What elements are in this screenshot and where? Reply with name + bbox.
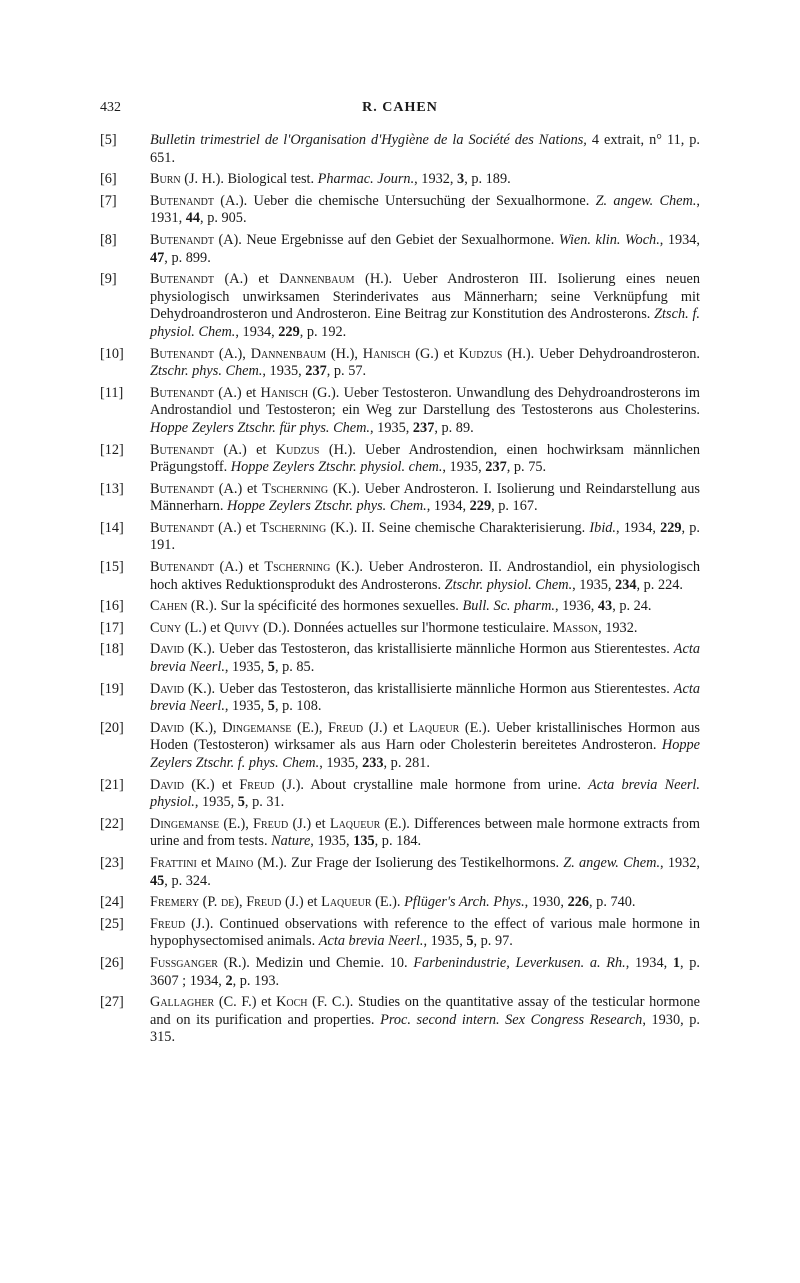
reference-text: , 1936, [555, 598, 598, 615]
reference-text: , 1932, [660, 854, 700, 871]
reference-number: [23] [100, 854, 124, 871]
author-name: Butenandt [150, 519, 214, 536]
reference-text: (D.). Données actuelles sur l'hormone testiculaire. [259, 619, 553, 636]
journal-title: Bulletin trimestriel de l'Organisation d'Hygiène de la Société des Nations, [150, 132, 587, 148]
reference-number: [16] [100, 598, 124, 615]
reference-text: , 1935, [262, 363, 306, 380]
journal-title: Pflüger's Arch. Phys. [404, 894, 525, 911]
reference-text: , 1935, [319, 755, 363, 771]
author-name: Cuny [150, 619, 182, 636]
reference-number: [7] [100, 192, 117, 209]
reference-text: (A.) et [213, 519, 261, 536]
journal-title: Acta brevia Neerl. [150, 641, 700, 676]
author-name: Dingemanse [150, 815, 220, 832]
author-name: Butenandt [150, 441, 214, 458]
author-name: Butenandt [150, 231, 214, 248]
reference-text: , p. 191. [150, 519, 701, 554]
reference-number: [19] [100, 680, 124, 697]
reference-text: (C. F.) et [214, 994, 277, 1011]
volume-number: 229 [469, 498, 492, 515]
reference-text: (P. [199, 894, 221, 911]
author-name: Freud [246, 894, 282, 911]
reference-number: [6] [100, 171, 117, 188]
reference-text: (J.). Continued observations with reference to the effect of various male hormone in hypophysectomised animals. [150, 915, 700, 950]
journal-title: Hoppe Zeylers Ztschr. f. phys. Chem. [150, 737, 700, 771]
reference-text: (G.) et [410, 345, 459, 362]
reference-text: 4 extrait, n° 11, p. 651. [150, 132, 701, 166]
volume-number: 229 [278, 323, 300, 340]
author-name: Masson [552, 619, 599, 636]
volume-number: 1 [672, 954, 681, 971]
reference-entry [100, 994, 700, 1047]
reference-text: , p. 184. [374, 833, 422, 850]
volume-number: 237 [412, 419, 435, 436]
reference-text: (A.) et [213, 480, 263, 497]
author-name: David [150, 776, 185, 793]
journal-title: Ibid. [589, 519, 617, 536]
author-name: Laqueur [321, 894, 372, 911]
author-name: Freud [327, 719, 364, 736]
author-name: Dannenbaum [279, 271, 355, 288]
reference-text: , p. 108. [274, 698, 322, 715]
reference-text: (J.). About crystalline male hormone from urine. [274, 776, 589, 793]
reference-entry [100, 598, 700, 616]
reference-text: , 1934, [426, 498, 470, 515]
reference-text: , 1934, [625, 954, 673, 971]
journal-title: Ztschr. phys. Chem. [150, 363, 263, 380]
author-name: Tscherning [262, 480, 329, 497]
reference-text: , 1935, [370, 419, 413, 436]
reference-number: [15] [100, 559, 124, 576]
journal-title: Hoppe Zeylers Ztschr. physiol. chem. [230, 459, 443, 476]
author-name: Kudzus [275, 441, 320, 458]
reference-text: , p. 324. [164, 872, 211, 889]
reference-text: (K.) et [184, 776, 240, 793]
reference-entry [100, 193, 700, 228]
reference-text: (R.). Sur la spécificité des hormones sexuelles. [187, 598, 463, 615]
reference-number: [9] [100, 271, 117, 288]
reference-text: (E.). Differences between male hormone extracts from urine and from tests. [150, 815, 700, 850]
reference-entry [100, 132, 700, 167]
journal-title: Proc. second intern. Sex Congress Research [380, 1011, 643, 1028]
author-name: David [150, 680, 185, 697]
journal-title: Farbenindustrie, Leverkusen. a. Rh. [413, 954, 626, 971]
reference-text: (L.) et [181, 619, 225, 636]
reference-text: , 1930, p. 315. [150, 1011, 700, 1046]
author-name: Laqueur [329, 815, 381, 832]
author-name: Hanisch [362, 345, 411, 362]
reference-text: (H.), [326, 345, 363, 362]
volume-number: 229 [660, 519, 682, 536]
volume-number: 3 [457, 171, 465, 188]
reference-text: (J. H.). Biological test. [180, 171, 318, 188]
reference-number: [20] [100, 719, 124, 736]
journal-title: Acta brevia Neerl. physiol. [150, 776, 700, 811]
reference-text: , p. 905. [200, 210, 247, 227]
page-number: 432 [100, 100, 121, 115]
reference-text: , 1935, [572, 576, 616, 593]
author-name: Tscherning [260, 519, 327, 536]
reference-text: (K.). Ueber Androsteron. I. Isolierung und Reindarstellung aus Männerharn. [150, 480, 700, 515]
author-name: Dingemanse [222, 719, 292, 736]
volume-number: 5 [237, 794, 245, 811]
reference-number: [17] [100, 619, 124, 636]
volume-number: 2 [225, 972, 233, 989]
journal-title: Nature [271, 833, 311, 850]
author-name: Frattini [150, 854, 197, 871]
running-head-author: R. CAHEN [362, 100, 438, 115]
reference-text: , p. 75. [506, 459, 547, 476]
reference-text: (J.) et [363, 719, 409, 736]
reference-text: (J.) et [288, 815, 330, 832]
reference-text: (A.), [213, 345, 251, 362]
reference-text: (A.). Ueber die chemische Untersuchüng der Sexualhormone. [213, 192, 596, 209]
journal-title: Z. angew. Chem. [595, 192, 697, 209]
reference-entry [100, 641, 700, 676]
reference-number: [22] [100, 815, 124, 832]
reference-text: (A). Neue Ergebnisse auf den Gebiet der Sexualhormone. [213, 231, 559, 248]
reference-text: (K.), [184, 719, 223, 736]
author-name: Butenandt [150, 480, 214, 497]
reference-entry [100, 346, 700, 381]
volume-number: 226 [567, 894, 590, 911]
author-name: David [150, 641, 185, 658]
journal-title: Ztschr. physiol. Chem. [444, 576, 573, 593]
author-name: de [220, 894, 235, 911]
author-name: Butenandt [150, 192, 214, 209]
author-name: Koch [276, 994, 308, 1011]
author-name: Freud [239, 776, 275, 793]
reference-text: , 1934, [659, 231, 700, 248]
reference-text: , 1935, [310, 833, 354, 850]
author-name: Fussganger [150, 954, 218, 971]
reference-entry [100, 481, 700, 516]
reference-text: (A.) et [213, 271, 280, 288]
reference-entry [100, 955, 700, 990]
reference-text: , 1935, [194, 794, 238, 811]
journal-title: Wien. klin. Woch. [558, 231, 660, 248]
author-name: Burn [150, 171, 181, 188]
reference-text: (E.). [371, 894, 405, 911]
journal-title: Hoppe Zeylers Ztschr. für phys. Chem. [150, 419, 371, 436]
volume-number: 237 [305, 363, 327, 380]
volume-number: 43 [597, 598, 613, 615]
volume-number: 237 [485, 459, 507, 476]
volume-number: 233 [362, 755, 384, 771]
reference-text: (E.), [219, 815, 254, 832]
author-name: Freud [150, 915, 186, 932]
reference-text: (K.). Ueber Androsteron. II. Androstandiol, ein physiologisch hoch aktives Reduktionsprodukt des Androsterons. [150, 559, 700, 593]
volume-number: 45 [150, 872, 165, 889]
reference-text: (E.), [291, 719, 328, 736]
author-name: Butenandt [150, 345, 214, 362]
reference-text: , p. 192. [299, 323, 347, 340]
author-name: Hanisch [260, 384, 309, 401]
volume-number: 44 [185, 210, 201, 227]
reference-text: , p. 281. [383, 755, 430, 771]
volume-number: 47 [150, 249, 165, 266]
volume-number: 5 [267, 659, 275, 676]
author-name: Cahen [150, 598, 188, 615]
reference-text: , 1930, [524, 894, 568, 911]
reference-text: (H.). Ueber Androsteron III. Isolierung eines neuen physiologisch unwirksamen Sterinderivates aus Männerharn; seine Verknüpfung mit Dehydroandrosteron und Androsteron. Eine Beitrag zur Konstitution des Androsterons. [150, 271, 700, 323]
volume-number: 5 [466, 933, 474, 950]
reference-text: (A.) et [213, 559, 265, 576]
reference-entry [100, 385, 700, 438]
reference-entry [100, 816, 700, 851]
reference-entry [100, 894, 700, 912]
reference-entry [100, 171, 700, 189]
author-name: Fremery [150, 894, 200, 911]
reference-number: [18] [100, 641, 124, 658]
reference-text: (R.). Medizin und Chemie. 10. [217, 954, 414, 971]
volume-number: 234 [615, 576, 637, 593]
reference-number: [5] [100, 132, 117, 148]
reference-text: (H.). Ueber Dehydroandrosteron. [502, 345, 700, 362]
reference-text: , p. 57. [326, 363, 367, 380]
reference-entry [100, 916, 700, 951]
reference-number: [10] [100, 345, 124, 362]
reference-text: ), [234, 894, 247, 911]
journal-title: Ztsch. f. physiol. Chem. [150, 306, 700, 340]
author-name: Dannenbaum [250, 345, 327, 362]
journal-title: Bull. Sc. pharm. [462, 598, 555, 615]
author-name: Maino [215, 854, 254, 871]
reference-text: , 1932. [598, 619, 638, 636]
reference-number: [25] [100, 915, 124, 932]
reference-text: , 1935, [224, 698, 268, 715]
reference-number: [21] [100, 776, 124, 793]
reference-text: , p. 31. [244, 794, 285, 811]
journal-title: Z. angew. Chem. [563, 854, 661, 871]
reference-text: (E.). Ueber kristallinisches Hormon aus Hoden (Testosteron) wirksamer als aus Harn oder Cholesterin bereitetes Androsteron. [150, 719, 700, 754]
reference-text: , p. 167. [491, 498, 538, 515]
reference-text: (H.). Ueber Androstendion, einen hochwirksam männlichen Prägungstoff. [150, 441, 700, 476]
author-name: David [150, 719, 185, 736]
reference-text: , p. 740. [589, 894, 636, 911]
journal-title: Pharmac. Journ. [317, 171, 415, 188]
reference-text: , p. 899. [164, 249, 211, 266]
reference-number: [24] [100, 894, 124, 911]
journal-title: Acta brevia Neerl. [318, 933, 424, 950]
volume-number: 5 [267, 698, 275, 715]
reference-text: , p. 89. [434, 419, 474, 436]
reference-text: (K.). Ueber das Testosteron, das kristallisierte männliche Hormon aus Stierentestes. [184, 680, 674, 697]
reference-text: (M.). Zur Frage der Isolierung des Testikelhormons. [253, 854, 564, 871]
reference-text: , 1931, [150, 192, 700, 227]
reference-number: [27] [100, 994, 124, 1011]
reference-entry [100, 232, 700, 267]
author-name: Quivy [224, 619, 260, 636]
reference-text: , 1934, [235, 323, 279, 340]
reference-entry [100, 271, 700, 341]
reference-text: (K.). Ueber das Testosteron, das kristallisierte männliche Hormon aus Stierentestes. [184, 641, 674, 658]
reference-number: [26] [100, 954, 124, 971]
reference-entry [100, 681, 700, 716]
reference-number: [13] [100, 480, 124, 497]
reference-entry [100, 855, 700, 890]
reference-text: (G.). Ueber Testosteron. Unwandlung des Dehydroandrosterons im Androstandiol und Testosteron; ein Weg zur Darstellung des Testosterons aus Cholesterins. [150, 384, 700, 419]
reference-text: (A.) et [213, 384, 261, 401]
reference-number: [14] [100, 519, 124, 536]
reference-list [100, 132, 700, 1047]
reference-entry [100, 620, 700, 638]
reference-text: , p. 193. [232, 972, 280, 989]
journal-title: Hoppe Zeylers Ztschr. phys. Chem. [227, 498, 427, 515]
author-name: Gallagher [150, 994, 215, 1011]
author-name: Freud [253, 815, 289, 832]
reference-number: [8] [100, 231, 117, 248]
reference-entry [100, 559, 700, 594]
reference-text: , 1935, [224, 659, 268, 676]
author-name: Butenandt [150, 559, 214, 576]
reference-text: , p. 3607 ; 1934, [150, 954, 701, 989]
reference-entry [100, 442, 700, 477]
author-name: Kudzus [458, 345, 503, 362]
reference-text: (A.) et [213, 441, 276, 458]
reference-text: , 1932, [414, 171, 458, 188]
reference-number: [11] [100, 384, 124, 401]
reference-text: , p. 24. [612, 598, 652, 615]
author-name: Laqueur [408, 719, 460, 736]
reference-entry [100, 720, 700, 773]
reference-text: , p. 189. [464, 171, 511, 188]
author-name: Tscherning [264, 559, 331, 576]
reference-number: [12] [100, 441, 124, 458]
running-head [100, 100, 700, 116]
reference-entry [100, 777, 700, 812]
journal-title: Acta brevia Neerl. [150, 680, 700, 715]
reference-text: , p. 97. [473, 933, 513, 950]
author-name: Butenandt [150, 271, 214, 288]
reference-text: , p. 85. [274, 659, 315, 676]
reference-text: (F. C.). Studies on the quantitative assay of the testicular hormone and on its purification and properties. [150, 994, 700, 1028]
reference-text: (K.). II. Seine chemische Charakterisierung. [326, 519, 590, 536]
reference-text: et [196, 854, 216, 871]
reference-entry [100, 520, 700, 555]
reference-text: , 1935, [423, 933, 467, 950]
reference-text: , 1934, [616, 519, 661, 536]
reference-text: , p. 224. [636, 576, 683, 593]
author-name: Butenandt [150, 384, 214, 401]
volume-number: 135 [353, 833, 375, 850]
reference-text: (J.) et [281, 894, 322, 911]
reference-text: , 1935, [442, 459, 486, 476]
